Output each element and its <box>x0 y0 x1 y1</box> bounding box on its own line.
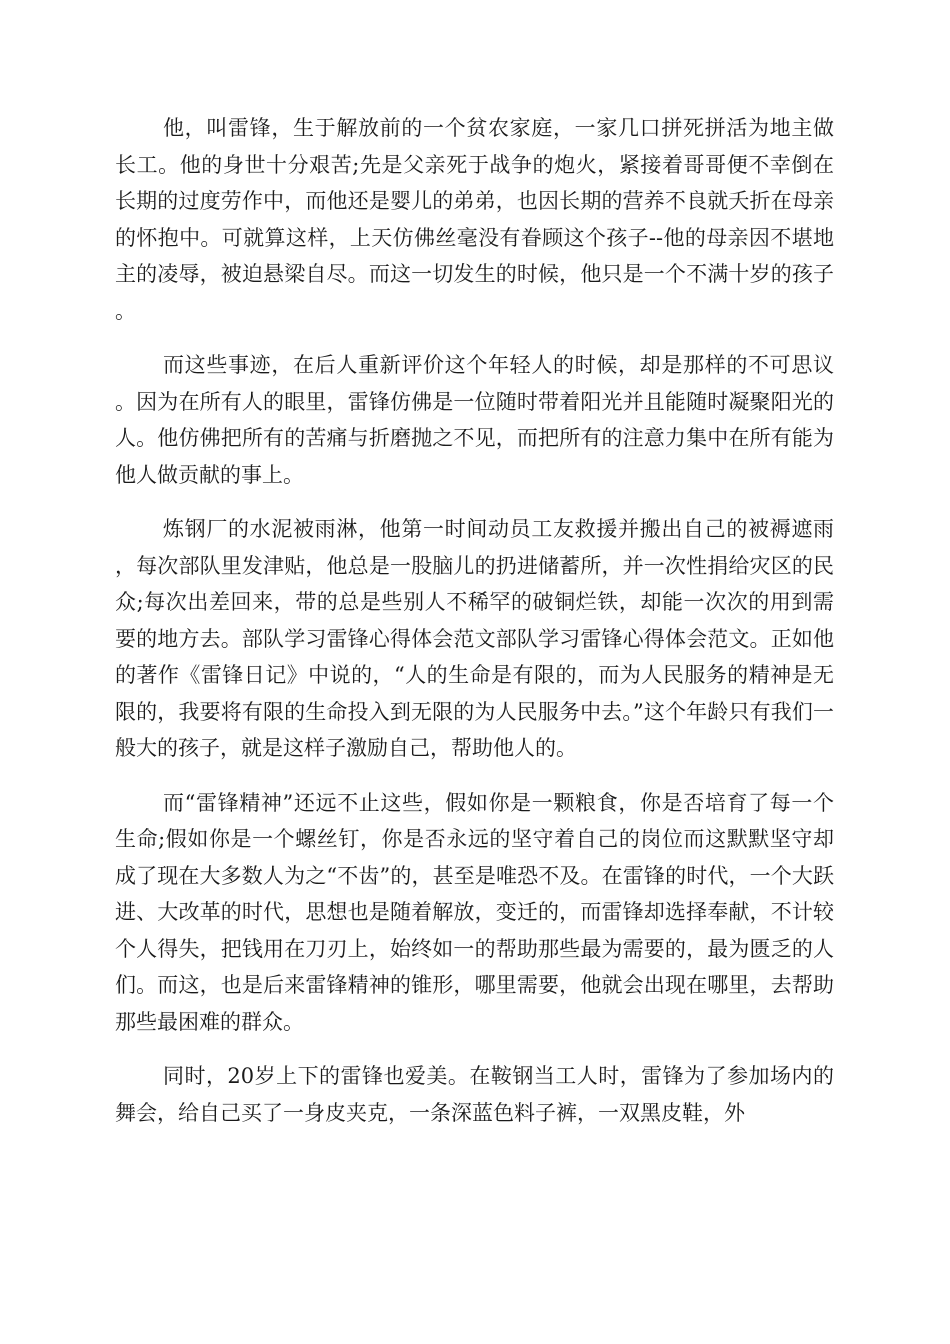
paragraph-2: 而这些事迹，在后人重新评价这个年轻人的时候，却是那样的不可思议。因为在所有人的眼里，雷锋仿佛是一位随时带着阳光并且能随时凝聚阳光的人。他仿佛把所有的苦痛与折磨抛之不见，而把所有的注意力集中在所有能为他人做贡献的事上。 <box>115 353 834 487</box>
paragraph-5: 同时，20岁上下的雷锋也爱美。在鞍钢当工人时，雷锋为了参加场内的舞会，给自己买了一身皮夹克，一条深蓝色料子裤，一双黑皮鞋，外 <box>115 1064 834 1125</box>
paragraph-4: 而“雷锋精神”还远不止这些，假如你是一颗粮食，你是否培育了每一个生命;假如你是一个螺丝钉，你是否永远的坚守着自己的岗位而这默默坚守却成了现在大多数人为之“不齿”的，甚至是唯恐不及。在雷锋的时代，一个大跃进、大改革的时代，思想也是随着解放，变迁的，而雷锋却选择奉献，不计较个人得失，把钱用在刀刃上，始终如一的帮助那些最为需要的，最为匮乏的人们。而这，也是后来雷锋精神的锥形，哪里需要，他就会出现在哪里，去帮助那些最困难的群众。 <box>115 790 834 1034</box>
paragraph-1: 他，叫雷锋，生于解放前的一个贫农家庭，一家几口拼死拼活为地主做长工。他的身世十分艰苦;先是父亲死于战争的炮火，紧接着哥哥便不幸倒在长期的过度劳作中，而他还是婴儿的弟弟，也因长期的营养不良就夭折在母亲的怀抱中。可就算这样，上天仿佛丝毫没有眷顾这个孩子--他的母亲因不堪地主的凌辱，被迫悬梁自尽。而这一切发生的时候，他只是一个不满十岁的孩子。 <box>115 116 834 323</box>
paragraph-3: 炼钢厂的水泥被雨淋，他第一时间动员工友救援并搬出自己的被褥遮雨，每次部队里发津贴，他总是一股脑儿的扔进储蓄所，并一次性捐给灾区的民众;每次出差回来，带的总是些别人不稀罕的破铜烂铁，却能一次次的用到需要的地方去。部队学习雷锋心得体会范文部队学习雷锋心得体会范文。正如他的著作《雷锋日记》中说的，“人的生命是有限的，而为人民服务的精神是无限的，我要将有限的生命投入到无限的为人民服务中去。”这个年龄只有我们一般大的孩子，就是这样子激励自己，帮助他人的。 <box>115 517 834 760</box>
document-body <box>115 110 834 1149</box>
